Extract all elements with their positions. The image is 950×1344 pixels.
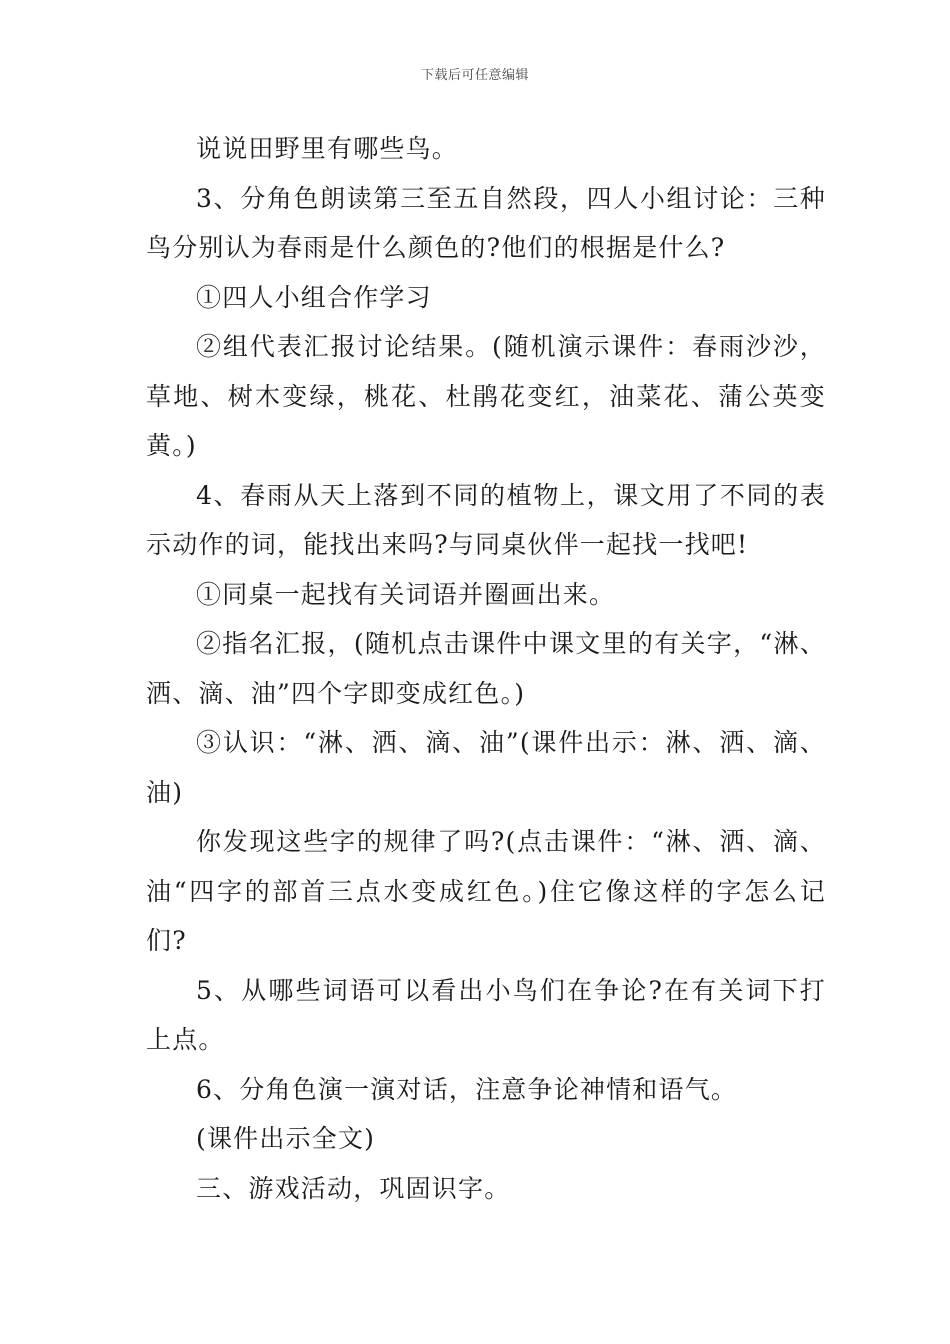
page-header-note: 下载后可任意编辑	[420, 68, 529, 83]
paragraph: 3、分角色朗读第三至五自然段，四人小组讨论：三种鸟分别认为春雨是什么颜色的?他们的根据是什么?	[146, 183, 826, 262]
paragraph: ②组代表汇报讨论结果。(随机演示课件：春雨沙沙，草地、树木变绿，桃花、杜鹃花变红，油菜花、蒲公英变黄。)	[146, 332, 826, 460]
paragraph: 4、春雨从天上落到不同的植物上，课文用了不同的表示动作的词，能找出来吗?与同桌伙伴一起找一找吧!	[146, 480, 826, 559]
paragraph: 说说田野里有哪些鸟。	[196, 134, 459, 163]
paragraph: ②指名汇报，(随机点击课件中课文里的有关字，“淋、洒、滴、油”四个字即变成红色。)	[146, 629, 826, 708]
paragraph: (课件出示全文)	[196, 1124, 376, 1153]
paragraph: 三、游戏活动，巩固识字。	[196, 1173, 511, 1203]
paragraph: 6、分角色演一演对话，注意争论神情和语气。	[196, 1074, 738, 1104]
paragraph: 你发现这些字的规律了吗?(点击课件：“淋、洒、滴、油“四字的部首三点水变成红色。)住它像这样的字怎么记们?	[146, 827, 826, 955]
paragraph: ③认识：“淋、洒、滴、油”(课件出示：淋、洒、滴、油)	[146, 728, 826, 807]
document-body	[146, 124, 826, 1213]
paragraph: ①同桌一起找有关词语并圈画出来。	[196, 579, 616, 609]
paragraph: ①四人小组合作学习	[196, 282, 432, 312]
paragraph: 5、从哪些词语可以看出小鸟们在争论?在有关词下打上点。	[146, 975, 826, 1054]
